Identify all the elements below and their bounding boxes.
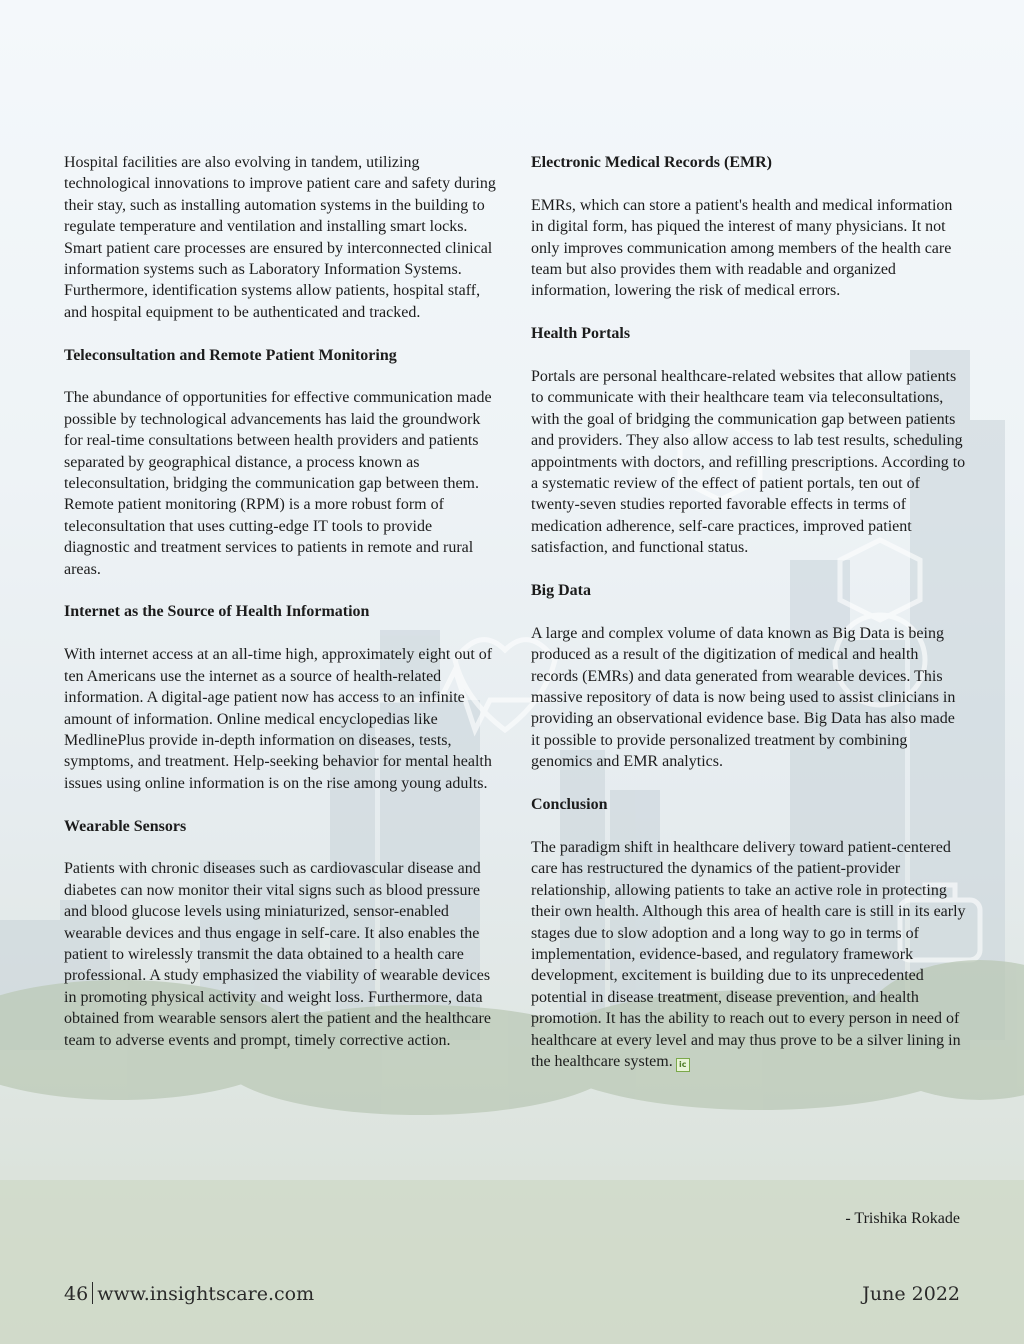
emr-heading: Electronic Medical Records (EMR) [531,154,772,171]
website-link[interactable]: www.insightscare.com [97,1283,315,1305]
teleconsultation-heading: Teleconsultation and Remote Patient Monitoring [64,346,397,364]
portals-paragraph: Portals are personal healthcare-related websites that allow patients to communicate with their healthcare team via teleconsultations, with the goal of bridging the communication gap between patients and providers. They also allow access to lab test results, scheduling appointments with doctors, and refilling prescriptions. According to a systematic review of the effect of patient portals, ten out of twenty-seven studies reported favorable effects in terms of medication adherence, self-care practices, improved patient satisfaction, and functional status. [531,368,966,557]
internet-heading: Internet as the Source of Health Information [64,603,370,621]
portals-heading: Health Portals [531,325,631,343]
footer-left [64,1282,314,1306]
bigdata-paragraph: A large and complex volume of data known as Big Data is being produced as a result of the digitization of medical and health records (EMRs) and data generated from wearable devices. This massive repository of data is now being used to assist clinicians in providing an observational evidence base. Big Data has also made it possible to provide personalized treatment by combining genomics and EMR analytics. [531,624,956,771]
left-column [64,152,499,1051]
conclusion-heading: Conclusion [531,796,608,814]
intro-paragraph: Hospital facilities are also evolving in tandem, utilizing technological innovations to improve patient care and safety during their stay, such as installing automation systems in the building to regulate temperature and ventilation and installing smart locks. Smart patient care processes are ensured by interconnected clinical information systems such as Laboratory Information Systems. Furthermore, identification systems allow patients, hospital staff, and hospital equipment to be authenticated and tracked. [64,154,496,321]
right-column [531,152,966,1072]
internet-paragraph: With internet access at an all-time high, approximately eight out of ten Americans use the internet as a source of health-related information. A digital-age patient now has access to an infinite amount of information. Online medical encyclopedias like MedlinePlus provide in-depth information on diseases, tests, symptoms, and treatment. Help-seeking behavior for mental health issues using online information is on the rise among young adults. [64,646,493,792]
conclusion-paragraph [531,837,966,1072]
conclusion-text: The paradigm shift in healthcare delivery toward patient-centered care has restructured the dynamics of the patient-provider relationship, allowing patients to take an active role in protecting their own health. Although this area of health care is still in its early stages due to slow adoption and a long way to go in terms of implementation, evidence-based, and regulatory framework development, excitement is building due to its unprecedented potential in disease treatment, disease prevention, and health promotion. It has the ability to reach out to every person in need of healthcare at every level and may thus prove to be a silver lining in the healthcare system. [531,838,966,1070]
emr-paragraph: EMRs, which can store a patient's health and medical information in digital form, has piqued the interest of many physicians. It not only improves communication among members of the health care team but also provides them with readable and organized information, lowering the risk of medical errors. [531,196,953,300]
author-byline: - Trishika Rokade [845,1210,960,1227]
teleconsultation-paragraph: The abundance of opportunities for effective communication made possible by technological advancements has laid the groundwork for real-time consultations between health providers and patients separated by geographical distance, a process known as teleconsultation, bridging the communication gap between them. Remote patient monitoring (RPM) is a more robust form of teleconsultation that uses cutting-edge IT tools to provide diagnostic and treatment services to patients in remote and rural areas. [64,389,492,578]
page-number: 46 [64,1283,89,1305]
wearable-paragraph: Patients with chronic diseases such as cardiovascular disease and diabetes can now monitor their vital signs such as blood pressure and blood glucose levels using miniaturized, sensor-enabled wearable devices and thus engage in self-care. It also enables the patient to wirelessly transmit the data obtained to a health care professional. A study emphasized the viability of wearable devices in promoting physical activity and weight loss. Furthermore, data obtained from wearable sensors alert the patient and the healthcare team to adverse events and prompt, timely corrective action. [64,860,491,1049]
footer-divider [92,1282,93,1304]
end-of-article-icon: ic [676,1058,690,1072]
issue-date: June 2022 [862,1283,960,1305]
bigdata-heading: Big Data [531,582,591,600]
wearable-heading: Wearable Sensors [64,817,187,835]
